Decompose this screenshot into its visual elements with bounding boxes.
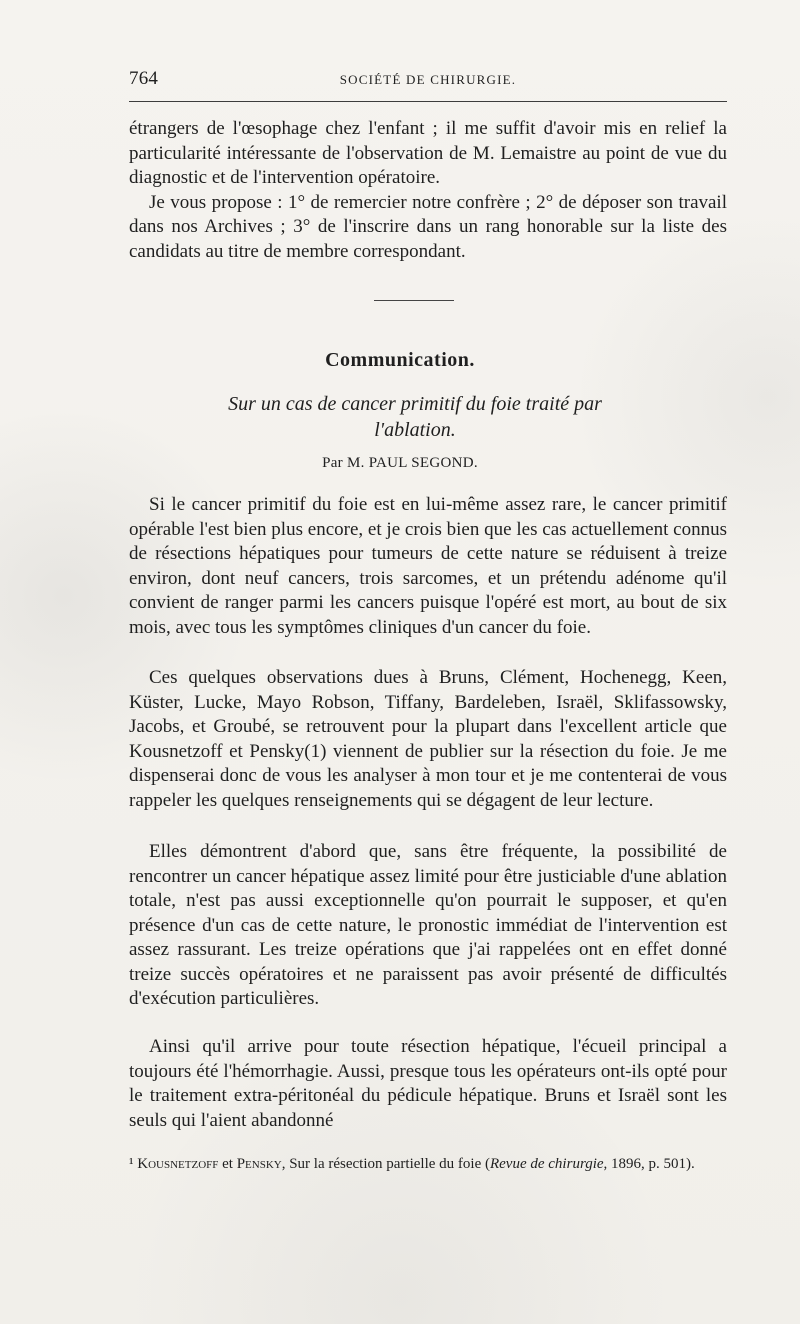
page-number: 764: [129, 68, 159, 89]
paragraph-1: Si le cancer primitif du foie est en lui-même assez rare, le cancer primitif opérable l'est bien plus encore, et je crois bien que les cas actuellement connus de résections hépatiques pour tumeurs de cette nature se réduisent à treize environ, dont neuf cancers, trois sarcomes, et un prétendu adénome qu'il convient de ranger parmi les cancers puisque l'opéré est mort, au bout de six mois, avec tous les symptômes cliniques d'un cancer du foie.: [129, 494, 727, 638]
footnote-author-2: Pensky: [236, 1156, 282, 1172]
paragraph-intro-2: Je vous propose : 1° de remercier notre confrère ; 2° de déposer son travail dans nos Archives ; 3° de l'inscrire dans un rang honorable sur la liste des candidats au titre de membre correspondant.: [129, 191, 727, 262]
paragraph-4-block: [129, 1035, 727, 1133]
article-title-line-2: l'ablation.: [374, 419, 456, 441]
paragraph-3: Elles démontrent d'abord que, sans être fréquente, la possibilité de rencontrer un cancer hépatique assez limité pour être justiciable d'une ablation totale, n'est pas aussi exceptionnelle qu'on pourrait le supposer, et qu'en présence d'un cas de cette nature, le pronostic immédiat de l'intervention est assez rassurant. Les treize opérations que j'ai rappelées ont en effet donné treize succès opératoires et ne paraissent pas avoir présenté de difficultés d'exécution particulières.: [129, 841, 727, 1009]
running-head: SOCIÉTÉ DE CHIRURGIE.: [339, 72, 517, 87]
article-author: Par M. PAUL SEGOND.: [322, 455, 478, 471]
article-title: [150, 391, 680, 443]
footnote-end: , 1896, p. 501).: [603, 1156, 695, 1172]
paragraph-2: Ces quelques observations dues à Bruns, Clément, Hochenegg, Keen, Küster, Lucke, Mayo Robson, Tiffany, Bardeleben, Israël, Sklifassowsky, Jacobs, et Groubé, se retrouvent pour la plupart dans l'excellent article que Kousnetzoff et Pensky(1) viennent de publier sur la résection du foie. Je me dispenserai donc de vous les analyser à mon tour et je me contenterai de vous rappeler les quelques renseignements qui se dégagent de leur lecture.: [129, 667, 727, 811]
paragraph-4: Ainsi qu'il arrive pour toute résection hépatique, l'écueil principal a toujours été l'hémorrhagie. Aussi, presque tous les opérateurs ont-ils opté pour le traitement extra-péritonéal du pédicule hépatique. Bruns et Israël sont les seuls qui l'aient abandonné: [129, 1036, 727, 1131]
page-header: [129, 68, 727, 102]
footnote: [129, 1153, 727, 1175]
intro-text: [129, 117, 727, 264]
paragraph-2-block: [129, 666, 727, 813]
section-title: Communication.: [325, 349, 475, 371]
footnote-author-1: Kousnetzoff: [137, 1156, 219, 1172]
paragraph-3-block: [129, 840, 727, 1012]
footnote-marker: ¹: [129, 1156, 134, 1172]
header-rule: [129, 101, 727, 102]
footnote-text: , Sur la résection partielle du foie (: [281, 1156, 490, 1172]
section-divider: [374, 300, 454, 301]
footnote-journal: Revue de chirurgie: [489, 1156, 604, 1172]
article-title-line-1: Sur un cas de cancer primitif du foie traité par: [228, 393, 602, 415]
paragraph-1-block: [129, 493, 727, 640]
footnote-joiner: et: [222, 1156, 233, 1172]
paragraph-intro-1: étrangers de l'œsophage chez l'enfant ; il me suffit d'avoir mis en relief la particularité intéressante de l'observation de M. Lemaistre au point de vue du diagnostic et de l'intervention opératoire.: [129, 118, 727, 188]
